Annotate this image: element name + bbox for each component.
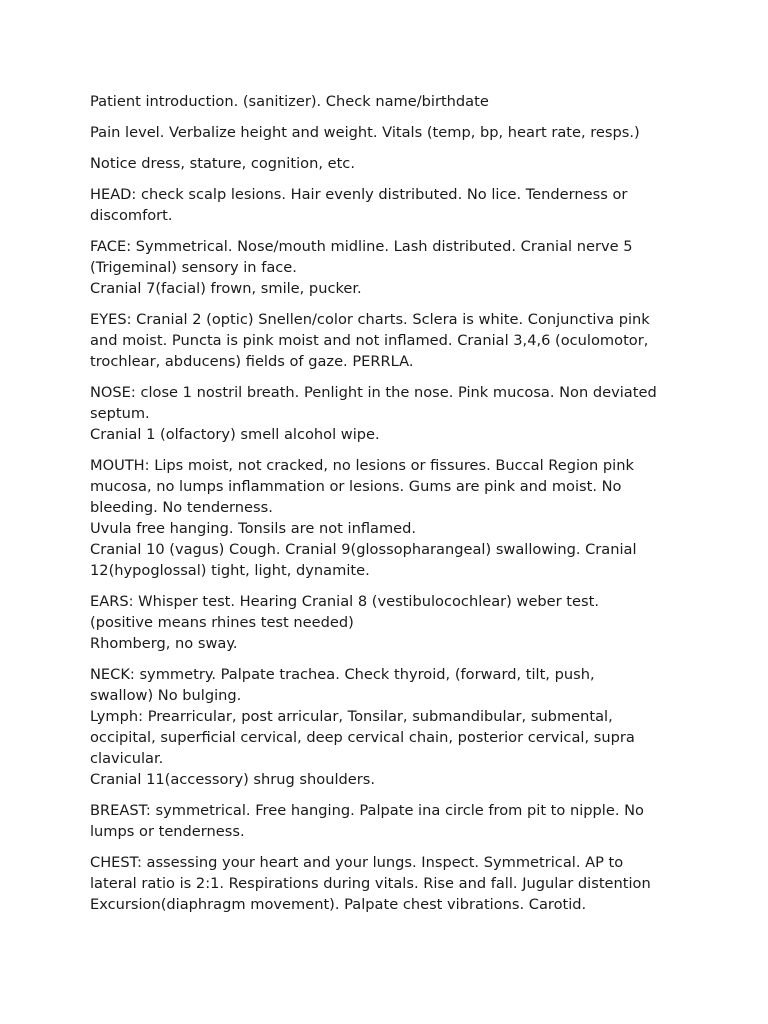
paragraph [90, 664, 688, 790]
text-line: NOSE: close 1 nostril breath. Penlight in the nose. Pink mucosa. Non deviated [90, 384, 657, 401]
text-line: Pain level. Verbalize height and weight. Vitals (temp, bp, heart rate, resps.) [90, 124, 640, 141]
text-line: discomfort. [90, 207, 173, 224]
paragraph [90, 236, 688, 299]
text-line: Lymph: Prearricular, post arricular, Tonsilar, submandibular, submental, [90, 708, 613, 725]
text-line: swallow) No bulging. [90, 687, 242, 704]
text-line: (positive means rhines test needed) [90, 614, 354, 631]
text-line: clavicular. [90, 750, 164, 767]
paragraph [90, 455, 688, 581]
paragraph [90, 184, 688, 226]
text-line: NECK: symmetry. Palpate trachea. Check thyroid, (forward, tilt, push, [90, 666, 595, 683]
text-line: HEAD: check scalp lesions. Hair evenly distributed. No lice. Tenderness or [90, 186, 628, 203]
paragraph [90, 122, 688, 143]
text-line: Notice dress, stature, cognition, etc. [90, 155, 355, 172]
text-line: Cranial 11(accessory) shrug shoulders. [90, 771, 375, 788]
text-line: CHEST: assessing your heart and your lungs. Inspect. Symmetrical. AP to [90, 854, 624, 871]
text-line: Uvula free hanging. Tonsils are not inflamed. [90, 520, 417, 537]
text-line: BREAST: symmetrical. Free hanging. Palpate ina circle from pit to nipple. No [90, 802, 644, 819]
text-line: 12(hypoglossal) tight, light, dynamite. [90, 562, 370, 579]
text-line: Excursion(diaphragm movement). Palpate chest vibrations. Carotid. [90, 896, 587, 913]
paragraph [90, 91, 688, 112]
paragraph [90, 800, 688, 842]
text-line: Cranial 10 (vagus) Cough. Cranial 9(glossopharangeal) swallowing. Cranial [90, 541, 637, 558]
text-line: MOUTH: Lips moist, not cracked, no lesions or fissures. Buccal Region pink [90, 457, 634, 474]
text-line: lateral ratio is 2:1. Respirations during vitals. Rise and fall. Jugular distention [90, 875, 651, 892]
text-line: Cranial 1 (olfactory) smell alcohol wipe. [90, 426, 380, 443]
text-line: Cranial 7(facial) frown, smile, pucker. [90, 280, 362, 297]
paragraph [90, 309, 688, 372]
paragraph [90, 153, 688, 174]
paragraph [90, 852, 688, 915]
paragraph [90, 382, 688, 445]
document-body [90, 91, 688, 915]
text-line: FACE: Symmetrical. Nose/mouth midline. Lash distributed. Cranial nerve 5 [90, 238, 633, 255]
text-line: lumps or tenderness. [90, 823, 245, 840]
text-line: Rhomberg, no sway. [90, 635, 238, 652]
paragraph [90, 591, 688, 654]
text-line: and moist. Puncta is pink moist and not inflamed. Cranial 3,4,6 (oculomotor, [90, 332, 649, 349]
text-line: septum. [90, 405, 150, 422]
text-line: mucosa, no lumps inflammation or lesions. Gums are pink and moist. No [90, 478, 622, 495]
text-line: (Trigeminal) sensory in face. [90, 259, 297, 276]
text-line: EYES: Cranial 2 (optic) Snellen/color charts. Sclera is white. Conjunctiva pink [90, 311, 650, 328]
text-line: trochlear, abducens) fields of gaze. PERRLA. [90, 353, 414, 370]
text-line: bleeding. No tenderness. [90, 499, 273, 516]
text-line: occipital, superficial cervical, deep cervical chain, posterior cervical, supra [90, 729, 635, 746]
text-line: EARS: Whisper test. Hearing Cranial 8 (vestibulocochlear) weber test. [90, 593, 599, 610]
text-line: Patient introduction. (sanitizer). Check name/birthdate [90, 93, 489, 110]
